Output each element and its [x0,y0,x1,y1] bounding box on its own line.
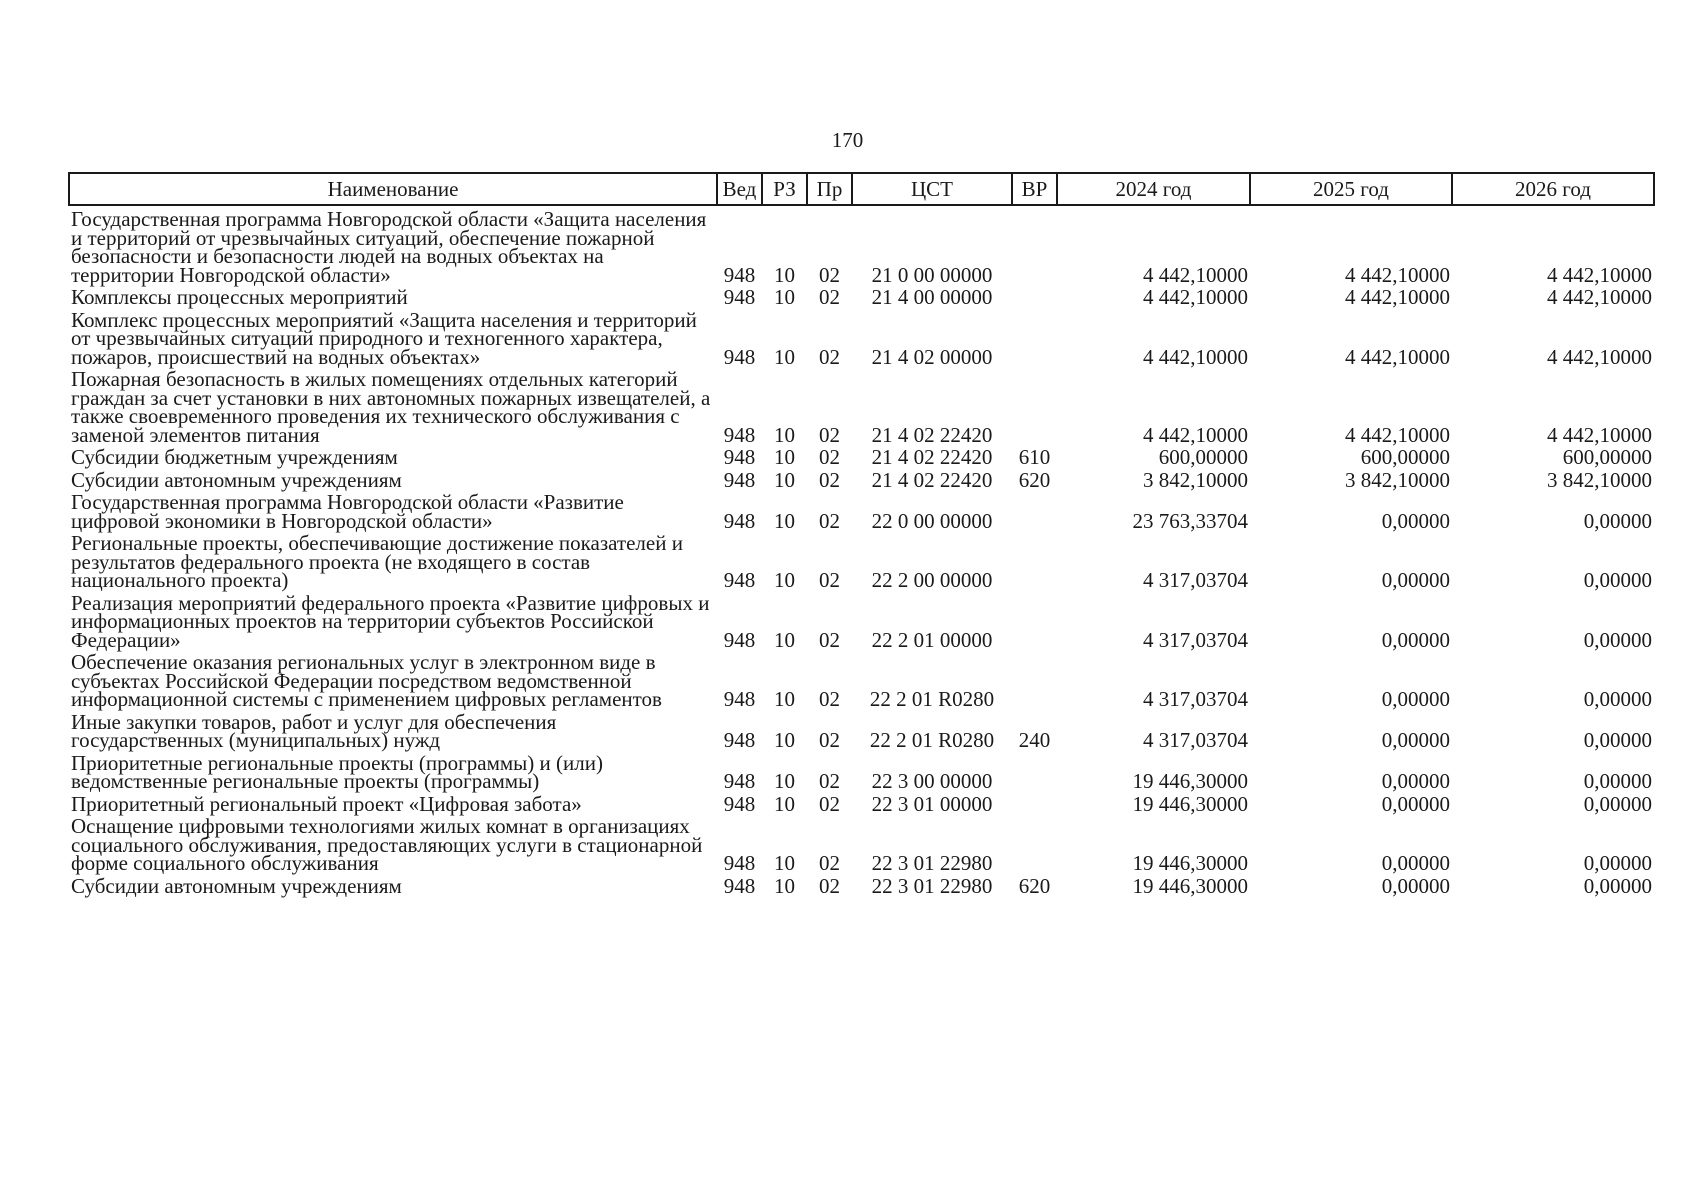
amount-2024-cell: 4 317,03704 [1143,687,1248,711]
ved-cell: 948 [723,791,756,816]
vr-cell: 620 [1018,467,1051,492]
amount-2026-cell: 4 442,10000 [1547,262,1652,287]
rz-cell: 10 [774,467,795,492]
pr-cell: 02 [819,262,840,287]
pr-cell: 02 [819,687,840,711]
amount-2024-cell: 4 442,10000 [1143,344,1248,369]
name-cell: Приоритетные региональные проекты (программы) и (или) ведомственные региональные проекты (программы) [71,750,603,793]
name-cell: Государственная программа Новгородской области «Защита населения и территорий от чрезвычайных ситуаций, обеспечение пожарной безопасности и безопасности людей на водных объектах на территории Новгородской области» [71,207,707,287]
pr-cell: 02 [819,568,840,592]
amount-2026-cell: 4 442,10000 [1547,344,1652,369]
amount-2024-cell: 19 446,30000 [1132,791,1248,816]
amount-2025-cell: 3 842,10000 [1345,467,1450,492]
cst-cell: 21 4 02 22420 [871,445,993,469]
amount-2024-cell: 23 763,33704 [1132,508,1248,533]
vr-cell [1012,791,1057,814]
vr-cell: 610 [1018,445,1051,469]
ved-cell: 948 [723,467,756,492]
header-2025: 2025 год [1250,173,1452,205]
amount-2025-cell: 0,00000 [1381,769,1450,793]
header-pr: Пр [807,173,852,205]
rz-cell: 10 [774,851,795,875]
amount-2025-cell: 4 442,10000 [1345,285,1450,309]
table-body [69,205,1654,898]
cst-cell: 22 2 01 00000 [871,627,993,652]
pr-cell: 02 [819,344,840,369]
amount-2025-cell: 0,00000 [1381,627,1450,652]
rz-cell: 10 [774,791,795,816]
header-rz: РЗ [762,173,807,205]
vr-cell [1012,307,1057,367]
name-cell: Субсидии автономным учреждениям [71,873,402,898]
ved-cell: 948 [723,728,756,752]
rz-cell: 10 [774,568,795,592]
pr-cell: 02 [819,851,840,875]
amount-2024-cell: 4 442,10000 [1143,285,1248,309]
amount-2025-cell: 0,00000 [1381,728,1450,752]
name-cell: Пожарная безопасность в жилых помещениях отдельных категорий граждан за счет установки в них автономных пожарных извещателей, а также своевременного проведения их технического обслуживания с заменой элементов питания [71,367,711,447]
vr-cell [1012,284,1057,307]
pr-cell: 02 [819,627,840,652]
rz-cell: 10 [774,508,795,533]
amount-2026-cell: 0,00000 [1583,873,1652,898]
amount-2026-cell: 3 842,10000 [1547,467,1652,492]
amount-2024-cell: 19 446,30000 [1132,851,1248,875]
vr-cell [1012,813,1057,873]
ved-cell: 948 [723,627,756,652]
amount-2025-cell: 0,00000 [1381,791,1450,816]
cst-cell: 22 3 01 00000 [871,791,993,816]
table-row [69,444,1654,467]
table-row [69,205,1654,284]
ved-cell: 948 [723,873,756,898]
cst-cell: 22 2 00 00000 [871,568,993,592]
rz-cell: 10 [774,262,795,287]
rz-cell: 10 [774,344,795,369]
table-row [69,590,1654,650]
page-number: 170 [831,128,864,152]
rz-cell: 10 [774,873,795,898]
rz-cell: 10 [774,285,795,309]
ved-cell: 948 [723,262,756,287]
cst-cell: 21 4 02 22420 [871,467,993,492]
pr-cell: 02 [819,791,840,816]
amount-2026-cell: 0,00000 [1583,851,1652,875]
amount-2025-cell: 4 442,10000 [1345,344,1450,369]
amount-2026-cell: 600,00000 [1562,445,1652,469]
amount-2025-cell: 4 442,10000 [1345,262,1450,287]
amount-2024-cell: 4 442,10000 [1143,262,1248,287]
vr-cell [1012,750,1057,791]
cst-cell: 21 4 00 00000 [871,285,993,309]
pr-cell: 02 [819,728,840,752]
table-row [69,649,1654,709]
cst-cell: 22 3 00 00000 [871,769,993,793]
name-cell: Комплекс процессных мероприятий «Защита населения и территорий от чрезвычайных ситуаций природного и техногенного характера, пожаров, происшествий на водных объектах» [71,307,697,369]
name-cell: Приоритетный региональный проект «Цифровая забота» [71,791,582,816]
ved-cell: 948 [723,445,756,469]
name-cell: Реализация мероприятий федерального проекта «Развитие цифровых и информационных проектов на территории субъектов Российской Федерации» [71,590,710,652]
cst-cell: 21 4 02 22420 [871,422,993,447]
amount-2024-cell: 4 317,03704 [1143,728,1248,752]
rz-cell: 10 [774,627,795,652]
table-row [69,467,1654,490]
ved-cell: 948 [723,851,756,875]
ved-cell: 948 [723,508,756,533]
cst-cell: 22 2 01 R0280 [869,687,995,711]
header-cst: ЦСТ [852,173,1012,205]
header-2024: 2024 год [1057,173,1250,205]
table-row [69,791,1654,814]
ved-cell: 948 [723,769,756,793]
amount-2024-cell: 4 442,10000 [1143,422,1248,447]
amount-2024-cell: 4 317,03704 [1143,568,1248,592]
pr-cell: 02 [819,769,840,793]
ved-cell: 948 [723,568,756,592]
amount-2024-cell: 600,00000 [1158,445,1248,469]
budget-table [68,172,1655,898]
cst-cell: 22 0 00 00000 [871,508,993,533]
vr-cell [1012,530,1057,590]
ved-cell: 948 [723,285,756,309]
name-cell: Субсидии автономным учреждениям [71,467,402,492]
cst-cell: 21 4 02 00000 [871,344,993,369]
vr-cell [1012,205,1057,284]
pr-cell: 02 [819,422,840,447]
name-cell: Комплексы процессных мероприятий [71,285,408,309]
amount-2026-cell: 4 442,10000 [1547,422,1652,447]
vr-cell [1012,590,1057,650]
amount-2025-cell: 600,00000 [1360,445,1450,469]
pr-cell: 02 [819,467,840,492]
vr-cell [1012,649,1057,709]
table-row [69,709,1654,750]
ved-cell: 948 [723,422,756,447]
name-cell: Региональные проекты, обеспечивающие достижение показателей и результатов федерального проекта (не входящего в состав национального проекта) [71,531,683,592]
table-row [69,873,1654,896]
cst-cell: 22 2 01 R0280 [869,728,995,752]
ved-cell: 948 [723,687,756,711]
amount-2026-cell: 0,00000 [1583,568,1652,592]
amount-2026-cell: 4 442,10000 [1547,285,1652,309]
table-row [69,530,1654,590]
amount-2026-cell: 0,00000 [1583,687,1652,711]
pr-cell: 02 [819,445,840,469]
name-cell: Оснащение цифровыми технологиями жилых комнат в организациях социального обслуживания, предоставляющих услуги в стационарной форме социального обслуживания [71,814,703,875]
amount-2024-cell: 3 842,10000 [1143,467,1248,492]
table-row [69,750,1654,791]
name-cell: Государственная программа Новгородской области «Развитие цифровой экономики в Новгородской области» [71,490,624,533]
name-cell: Обеспечение оказания региональных услуг в электронном виде в субъектах Российской Федерации посредством ведомственной информационной системы с применением цифровых регламентов [71,650,662,711]
amount-2026-cell: 0,00000 [1583,769,1652,793]
table-row [69,813,1654,873]
header-name: Наименование [69,173,717,205]
header-vr: ВР [1012,173,1057,205]
amount-2024-cell: 4 317,03704 [1143,627,1248,652]
amount-2025-cell: 0,00000 [1381,508,1450,533]
rz-cell: 10 [774,769,795,793]
amount-2025-cell: 0,00000 [1381,568,1450,592]
pr-cell: 02 [819,873,840,898]
cst-cell: 22 3 01 22980 [871,873,993,898]
amount-2026-cell: 0,00000 [1583,728,1652,752]
table-row [69,307,1654,367]
amount-2024-cell: 19 446,30000 [1132,769,1248,793]
pr-cell: 02 [819,285,840,309]
vr-cell [1012,489,1057,530]
table-row [69,366,1654,444]
amount-2025-cell: 0,00000 [1381,851,1450,875]
header-ved: Вед [717,173,762,205]
header-2026: 2026 год [1452,173,1654,205]
amount-2025-cell: 0,00000 [1381,873,1450,898]
cst-cell: 22 3 01 22980 [871,851,993,875]
amount-2025-cell: 0,00000 [1381,687,1450,711]
table-row [69,284,1654,307]
name-cell: Иные закупки товаров, работ и услуг для обеспечения государственных (муниципальных) нужд [71,709,557,752]
amount-2026-cell: 0,00000 [1583,627,1652,652]
header-row [69,173,1654,205]
rz-cell: 10 [774,422,795,447]
rz-cell: 10 [774,687,795,711]
amount-2026-cell: 0,00000 [1583,508,1652,533]
vr-cell: 240 [1018,728,1051,752]
amount-2024-cell: 19 446,30000 [1132,873,1248,898]
vr-cell [1012,366,1057,444]
table-row [69,489,1654,530]
vr-cell: 620 [1018,873,1051,898]
amount-2026-cell: 0,00000 [1583,791,1652,816]
rz-cell: 10 [774,445,795,469]
amount-2025-cell: 4 442,10000 [1345,422,1450,447]
name-cell: Субсидии бюджетным учреждениям [71,445,398,469]
rz-cell: 10 [774,728,795,752]
table-header [69,173,1654,205]
cst-cell: 21 0 00 00000 [871,262,993,287]
ved-cell: 948 [723,344,756,369]
pr-cell: 02 [819,508,840,533]
